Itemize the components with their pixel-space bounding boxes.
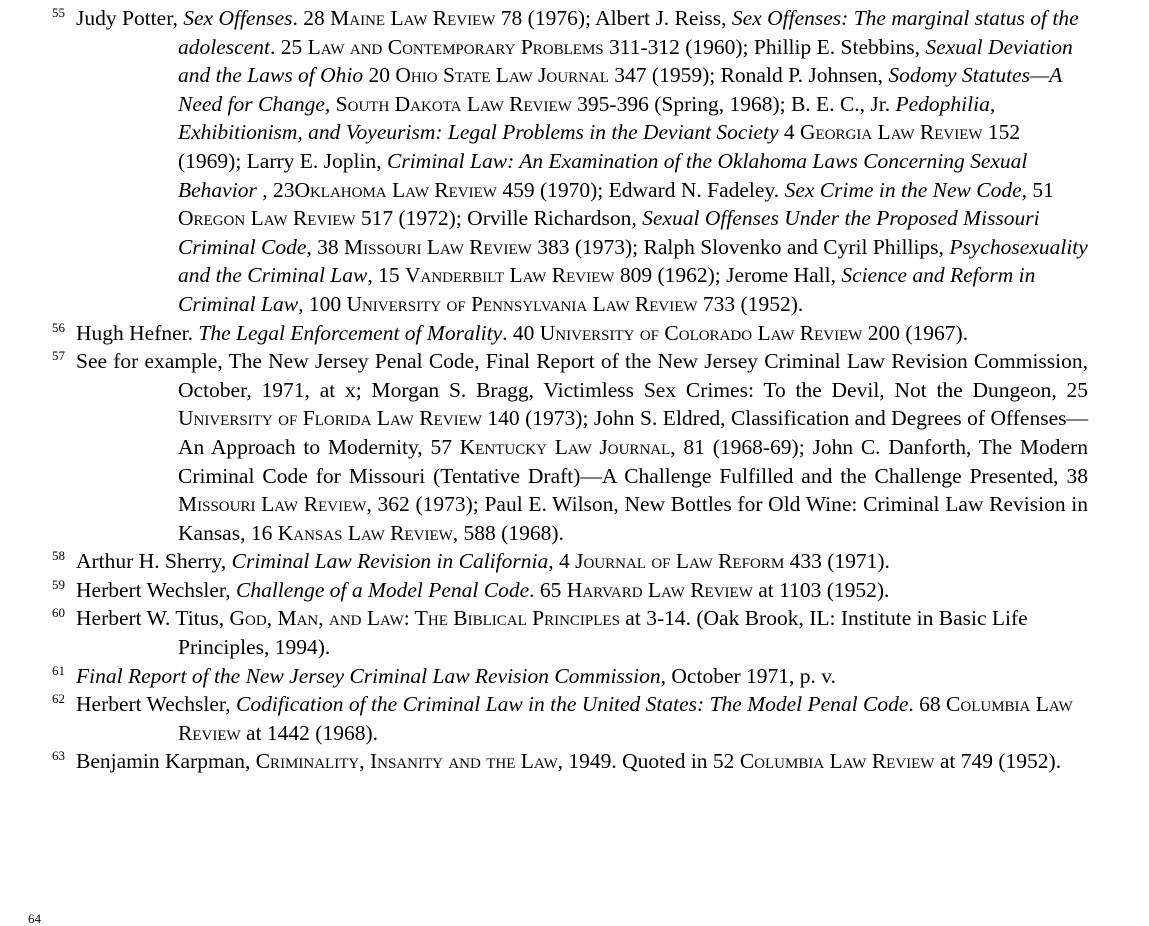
journal-name: Harvard Law Review <box>566 577 753 602</box>
italic-title: The Legal Enforcement of Morality <box>198 320 503 345</box>
citation-text: at 1442 (1968). <box>240 720 378 745</box>
italic-title: Criminal Law: An Examination of the Oklahoma Laws Concerning Sexual Behavior <box>178 148 1028 202</box>
footnote-55 <box>28 4 1088 319</box>
journal-name: God, Man, and Law: The Biblical Principles <box>229 606 620 631</box>
footnotes-list <box>28 4 1088 776</box>
citation-text: 78 (1976); Albert J. Reiss, <box>495 6 732 30</box>
citation-text: , 23 <box>256 177 295 202</box>
footnote-number: 59 <box>52 576 65 592</box>
journal-name: Maine Law Review <box>330 6 496 30</box>
citation-text: 200 (1967). <box>862 320 969 345</box>
italic-title: Sex Offenses: The marginal status of the adolescent <box>178 6 1079 59</box>
citation-text: 459 (1970); Edward N. Fadeley. <box>496 177 785 202</box>
journal-name: Georgia Law Review <box>800 120 983 145</box>
footnote-number: 61 <box>52 662 65 678</box>
citation-text: Arthur H. Sherry, <box>76 549 232 574</box>
citation-text: , 1949. Quoted in 52 <box>557 749 740 774</box>
footnote-58 <box>28 547 1088 576</box>
citation-text: 733 (1952). <box>697 291 804 316</box>
citation-text: Hugh Hefner. <box>76 320 199 345</box>
journal-name: Kentucky Law Journal <box>459 434 671 459</box>
journal-name: Columbia Law Review <box>739 749 935 774</box>
citation-text: 433 (1971). <box>784 549 890 574</box>
journal-name: University of Colorado Law Review <box>539 320 863 345</box>
citation-text: 152 (1969); Larry E. Joplin, <box>178 120 1021 173</box>
footnote-number: 60 <box>52 605 65 621</box>
citation-text: at 1103 (1952). <box>752 577 890 602</box>
citation-text: , 100 <box>298 291 347 316</box>
footnote-62 <box>28 690 1088 747</box>
citation-text: Herbert W. Titus, <box>76 606 230 631</box>
journal-name: Oklahoma Law Review <box>294 177 497 202</box>
footnote-57 <box>28 347 1088 547</box>
italic-title: Science and Reform in Criminal Law <box>178 263 1036 316</box>
footnote-number: 57 <box>52 348 65 364</box>
citation-text: . 25 <box>269 34 308 59</box>
citation-text: 51 <box>1027 177 1054 202</box>
italic-title: Psychosexuality and the Criminal Law <box>178 234 1088 288</box>
journal-name: Kansas Law Review <box>277 520 453 545</box>
citation-text: , 81 (1968-69); John C. Danforth, The Modern Criminal Code for Missouri (Tentative Draft)—A Challenge Fulfilled and the Challenge Presented, 38 <box>178 434 1088 488</box>
footnote-number: 62 <box>52 691 65 707</box>
footnote-number: 55 <box>52 5 65 20</box>
citation-text: 20 <box>363 63 396 88</box>
italic-title: Pedophilia, Exhibitionism, and Voyeurism: Legal Problems in the Deviant Society <box>178 91 996 145</box>
footnote-56 <box>28 319 1088 348</box>
citation-text: at 749 (1952). <box>934 749 1062 774</box>
journal-name: Oregon Law Review <box>178 206 356 231</box>
next-footnote-number: 64 <box>28 911 41 926</box>
italic-title: Sex Offenses <box>183 6 293 30</box>
citation-text: 311-312 (1960); Phillip E. Stebbins, <box>603 34 926 59</box>
journal-name: Missouri Law Review <box>178 492 367 517</box>
citation-text: Herbert Wechsler, <box>76 692 236 717</box>
footnote-61 <box>28 662 1088 691</box>
italic-title: Final Report of the New Jersey Criminal Law Revision Commission <box>76 663 661 688</box>
citation-text: at 3-14. (Oak Brook, IL: Institute in Basic Life Principles, 1994). <box>178 606 1028 660</box>
citation-text: Benjamin Karpman, <box>76 749 256 774</box>
footnote-63 <box>28 747 1088 776</box>
journal-name: Missouri Law Review <box>344 234 532 259</box>
citation-text: 140 (1973); John S. Eldred, Classification and Degrees of Offenses—An Approach to Modernity, 57 <box>178 406 1088 459</box>
journal-name: Ohio State Law Journal <box>395 63 609 88</box>
citation-text: 347 (1959); Ronald P. Johnsen, <box>608 63 889 88</box>
citation-text: , 4 <box>548 549 576 574</box>
footnote-number: 58 <box>52 548 65 564</box>
citation-text: . 28 <box>292 6 331 30</box>
italic-title: Sex Crime in the New Code, <box>784 177 1027 202</box>
journal-name: Vanderbilt Law Review <box>404 263 615 288</box>
citation-text: Herbert Wechsler, <box>76 577 236 602</box>
citation-text: 395-396 (Spring, 1968); B. E. C., Jr. <box>571 91 896 116</box>
citation-text: 383 (1973); Ralph Slovenko and Cyril Phillips, <box>531 234 950 259</box>
footnote-number: 56 <box>52 319 65 335</box>
journal-name: Law and Contemporary Problems <box>307 34 604 59</box>
footnote-60 <box>28 604 1088 661</box>
citation-text: 4 <box>778 120 800 145</box>
italic-title: , Sexual Offenses Under the Proposed Missouri Criminal Code <box>178 206 1040 259</box>
journal-name: Columbia Law Review <box>178 692 1073 745</box>
citation-text: 517 (1972); Orville Richardson <box>355 206 632 231</box>
journal-name: South Dakota Law Review <box>335 91 572 116</box>
italic-title: Sodomy Statutes—A Need for Change, <box>178 63 1062 116</box>
italic-title: Codification of the Criminal Law in the United States: The Model Penal Code <box>235 692 909 717</box>
footnote-59 <box>28 576 1088 605</box>
journal-name: Journal of Law Reform <box>575 549 785 574</box>
citation-text: See for example, The New Jersey Penal Code, Final Report of the New Jersey Criminal Law Revision Commission, October, 1971, at x; Morgan S. Bragg, Victimless Sex Crimes: To the Devil, Not the Dungeon, 25 <box>76 349 1088 402</box>
footnote-number: 63 <box>52 748 65 764</box>
citation-text: Judy Potter, <box>76 6 184 30</box>
citation-text: , 588 (1968). <box>452 520 564 545</box>
journal-name: University of Florida Law Review <box>178 406 482 431</box>
citation-text: , 15 <box>367 263 405 288</box>
journal-name: Criminality, Insanity and the Law <box>255 749 558 774</box>
citation-text: , October 1971, p. v. <box>660 663 837 688</box>
italic-title: Criminal Law Revision in California <box>231 549 549 574</box>
citation-text: . 68 <box>908 692 947 717</box>
journal-name: University of Pennsylvania Law Review <box>346 291 698 316</box>
italic-title: Challenge of a Model Penal Code <box>235 577 530 602</box>
italic-title: Sexual Deviation and the Laws of Ohio <box>178 34 1073 88</box>
citation-text: 809 (1962); Jerome Hall, <box>614 263 842 288</box>
citation-text: . 65 <box>529 577 567 602</box>
citation-text: , 38 <box>306 234 345 259</box>
citation-text: , 362 (1973); Paul E. Wilson, New Bottles for Old Wine: Criminal Law Revision in Kansas, 16 <box>178 492 1088 545</box>
citation-text: . 40 <box>502 320 540 345</box>
